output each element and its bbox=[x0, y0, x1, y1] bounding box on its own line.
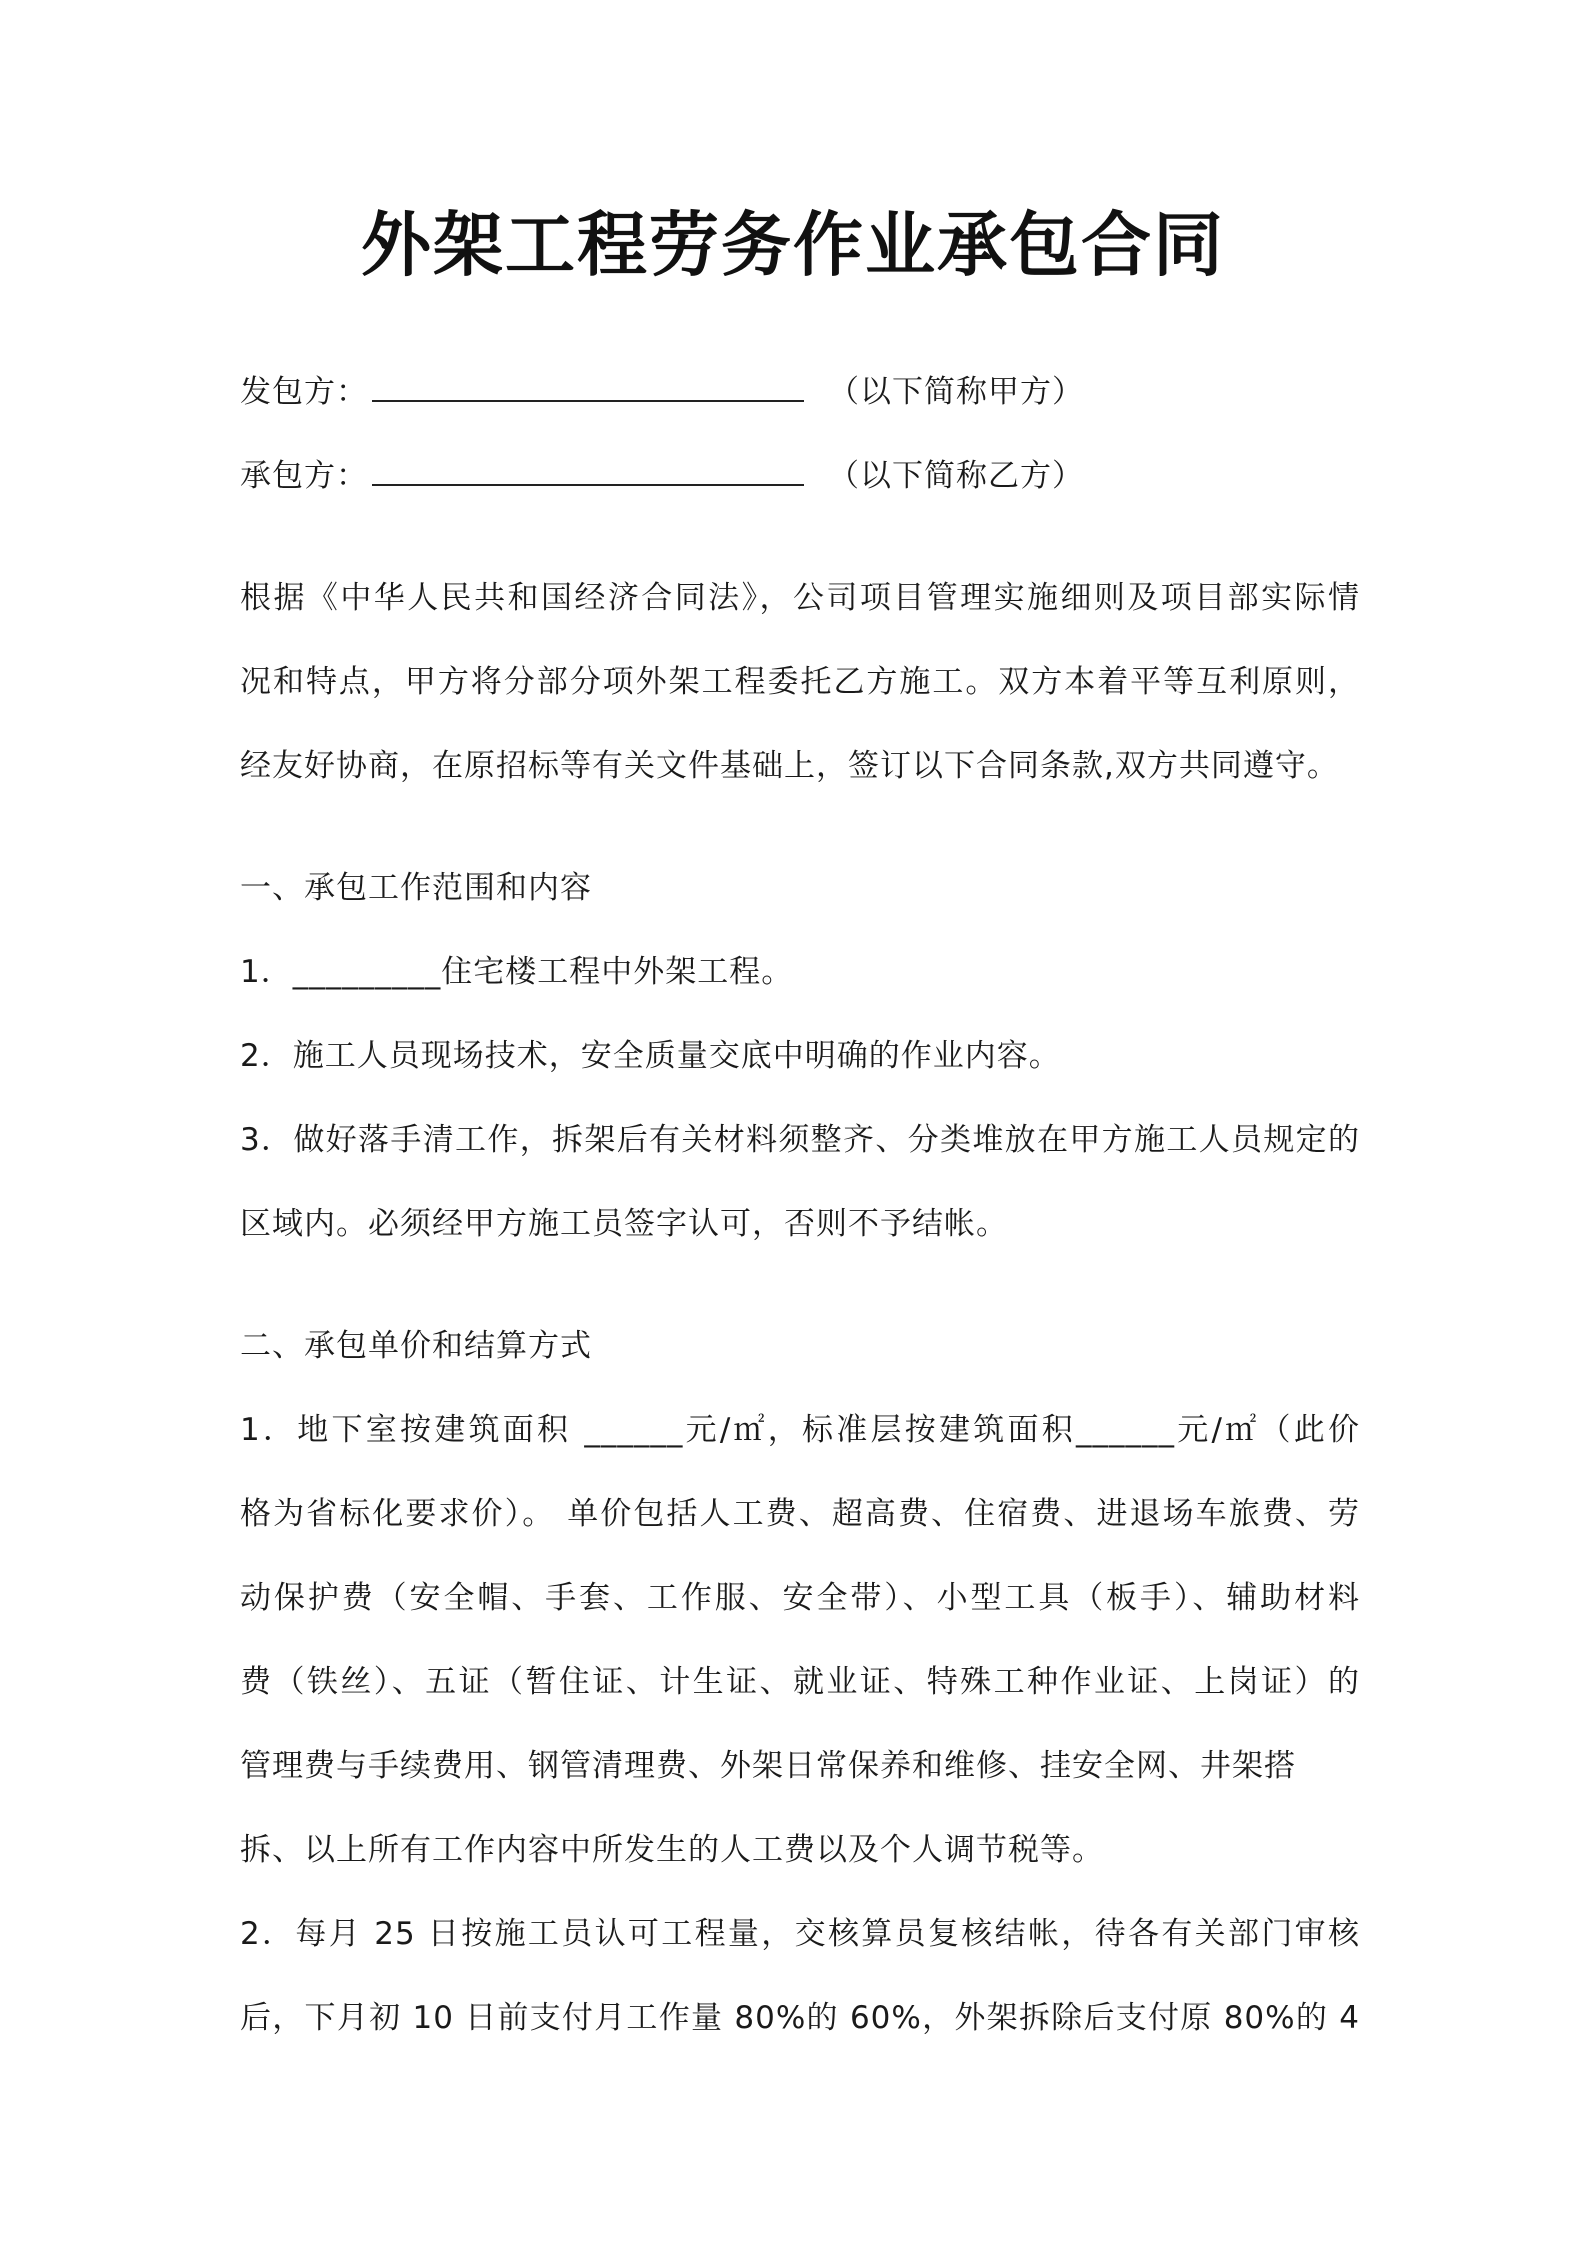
list-item: 后，下月初 10 日前支付月工作量 80%的 60%，外架拆除后支付原 80%的 4 bbox=[240, 2000, 1360, 2036]
section-heading: 一、承包工作范围和内容 bbox=[240, 870, 592, 906]
party-b-note: （以下简称乙方） bbox=[828, 458, 1084, 494]
party-a-line bbox=[240, 370, 1360, 414]
list-item: 格为省标化要求价）。 单价包括人工费、超高费、住宿费、进退场车旅费、劳 bbox=[240, 1496, 1360, 1532]
list-item: 拆、以上所有工作内容中所发生的人工费以及个人调节税等。 bbox=[240, 1832, 1104, 1868]
list-item: 管理费与手续费用、钢管清理费、外架日常保养和维修、挂安全网、井架搭 bbox=[240, 1748, 1296, 1784]
party-a-note: （以下简称甲方） bbox=[828, 374, 1084, 410]
party-b-label: 承包方： bbox=[240, 458, 368, 494]
list-item: 费（铁丝）、五证（暂住证、计生证、就业证、特殊工种作业证、上岗证）的 bbox=[240, 1664, 1360, 1700]
list-item: 1．_________住宅楼工程中外架工程。 bbox=[240, 954, 794, 990]
list-item: 动保护费（安全帽、手套、工作服、安全带）、小型工具（板手）、辅助材料 bbox=[240, 1580, 1360, 1616]
document-title: 外架工程劳务作业承包合同 bbox=[361, 204, 1225, 286]
section-heading: 二、承包单价和结算方式 bbox=[240, 1328, 592, 1364]
list-item: 区域内。必须经甲方施工员签字认可，否则不予结帐。 bbox=[240, 1206, 1008, 1242]
party-a-blank bbox=[372, 370, 804, 402]
party-b-line bbox=[240, 454, 1360, 498]
paragraph-line: 根据《中华人民共和国经济合同法》，公司项目管理实施细则及项目部实际情 bbox=[240, 580, 1360, 616]
party-b-blank bbox=[372, 454, 804, 486]
party-a-label: 发包方： bbox=[240, 374, 368, 410]
list-item: 3．做好落手清工作，拆架后有关材料须整齐、分类堆放在甲方施工人员规定的 bbox=[240, 1122, 1360, 1158]
list-item: 2．每月 25 日按施工员认可工程量，交核算员复核结帐，待各有关部门审核 bbox=[240, 1916, 1360, 1952]
list-item: 1．地下室按建筑面积 ______元/㎡，标准层按建筑面积______元/㎡（此价 bbox=[240, 1412, 1360, 1448]
list-item: 2．施工人员现场技术，安全质量交底中明确的作业内容。 bbox=[240, 1038, 1061, 1074]
paragraph-line: 况和特点，甲方将分部分项外架工程委托乙方施工。双方本着平等互利原则， bbox=[240, 664, 1360, 700]
paragraph-line: 经友好协商，在原招标等有关文件基础上，签订以下合同条款,双方共同遵守。 bbox=[240, 748, 1339, 784]
